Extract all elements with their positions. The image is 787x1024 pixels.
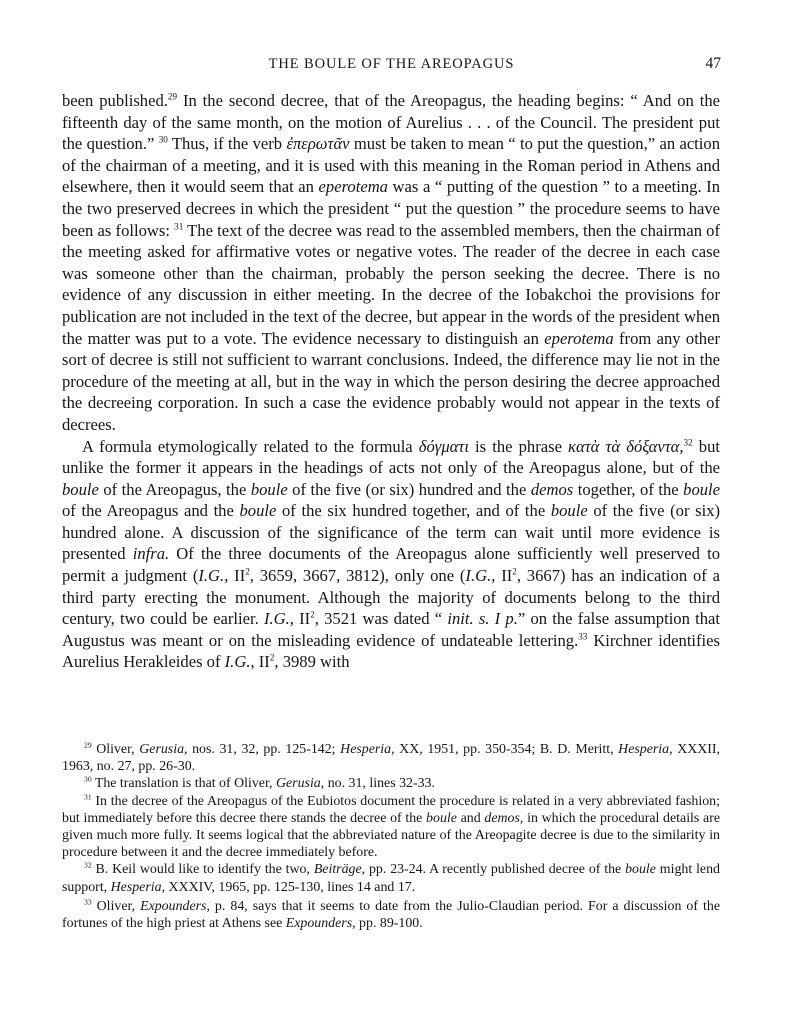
page-number: 47: [705, 55, 721, 72]
footnote-number: 30: [84, 775, 92, 785]
paragraph-1: been published.$^{29}$ In the second decree, that of the Areopagus, the heading begins: “ And on the fifteenth day of the same month, on the motion of Aurelius . . . of the Council. The president put the question.” $^{30}$ Thus, if the verb ἐπερωτᾶν must be taken to mean “ to put the question,” an action of the chairman of a meeting, and it is used with this meaning in the Roman period in Athens and elsewhere, then it would seem that an eperotema was a “ putting of the question ” to a meeting. In the two preserved decrees in which the president “ put the question ” the procedure seems to have been as follows: $^{31}$ The text of the decree was read to the assembled members, then the chairman of the meeting asked for affirmative votes or negative votes. The reader of the decree in each case was someone other than the chairman, probably the person seeking the decree. There is no evidence of any discussion in either meeting. In the decree of the Iobakchoi the provisions for publication are not included in the text of the decree, but appear in the words of the president when the matter was put to a vote. The evidence necessary to distinguish an eperotema from any other sort of decree is still not sufficient to warrant conclusions. Indeed, the difference may lie not in the procedure of the meeting at all, but in the way in which the person desiring the decree approached the decreeing corporation. In such a case the evidence probably would not appear in the texts of decrees.: [62, 91, 721, 434]
footnote-ref-29[interactable]: 29: [167, 91, 178, 102]
footnote-ref-30[interactable]: 30: [158, 134, 168, 145]
footnote-number: 31: [84, 792, 92, 802]
footnote-ref-32[interactable]: 32: [683, 437, 693, 448]
main-text: [62, 90, 720, 673]
running-title: THE BOULE OF THE AREOPAGUS: [268, 56, 515, 72]
greek-term: κατὰ τὰ δόξαντα,: [568, 436, 684, 456]
footnote-31: $^{31}$ In the decree of the Areopagus of the Eubiotos document the procedure is related in a very abbreviated fashion; but immediately before this decree there stands the decree of the boule and demos, in which the procedural details are given much more fully. It seems logical that the abbreviated nature of the Areopagite decree is due to the similarity in procedure between it and the decree immediately before.: [62, 792, 720, 861]
greek-term: ἐπερωτᾶν: [286, 134, 350, 154]
footnotes: [62, 741, 720, 932]
footnote-29: $^{29}$ Oliver, Gerusia, nos. 31, 32, pp. 125-142; Hesperia, XX, 1951, pp. 350-354; B. D. Meritt, Hesperia, XXXII, 1963, no. 27, pp. 26-30.: [62, 740, 721, 775]
greek-term: δόγματι: [418, 436, 469, 456]
footnote-number: 33: [84, 897, 92, 907]
footnote-ref-33[interactable]: 33: [578, 631, 588, 642]
paragraph-2: A formula etymologically related to the formula δόγματι is the phrase κατὰ τὰ δόξαντα,$^{32}$ but unlike the former it appears in the headings of acts not only of the Areopagus alone, but of the boule of the Areopagus, the boule of the five (or six) hundred and the demos together, of the boule of the Areopagus and the boule of the six hundred together, and of the boule of the five (or six) hundred alone. A discussion of the significance of the term can wait until more evidence is presented infra. Of the three documents of the Areopagus alone sufficiently well preserved to permit a judgment (I.G., $II^2$, 3659, 3667, 3812), only one (I.G., $II^2$, 3667) has an indication of a third party erecting the monument. Although the majority of documents belong to the third century, two could be earlier. I.G., $II^2$, 3521 was dated “ init. s. I p.” on the false assumption that Augustus was meant or on the misleading evidence of undateable lettering.$^{33}$ Kirchner identifies Aurelius Herakleides of I.G., $II^2$, 3989 with: [62, 436, 721, 672]
running-header: [62, 56, 721, 78]
footnote-30: $^{30}$ The translation is that of Oliver, Gerusia, no. 31, lines 32-33.: [84, 775, 435, 792]
footnote-number: 32: [84, 861, 92, 871]
footnote-33: $^{33}$ Oliver, Expounders, p. 84, says that it seems to date from the Julio-Claudian period. For a discussion of the fortunes of the high priest at Athens see Expounders, pp. 89-100.: [62, 897, 720, 932]
footnote-32: $^{32}$ B. Keil would like to identify the two, Beiträge, pp. 23-24. A recently published decree of the boule might lend support, Hesperia, XXXIV, 1965, pp. 125-130, lines 14 and 17.: [62, 861, 720, 895]
footnote-number: 29: [84, 740, 92, 750]
footnote-ref-31[interactable]: 31: [174, 221, 184, 232]
